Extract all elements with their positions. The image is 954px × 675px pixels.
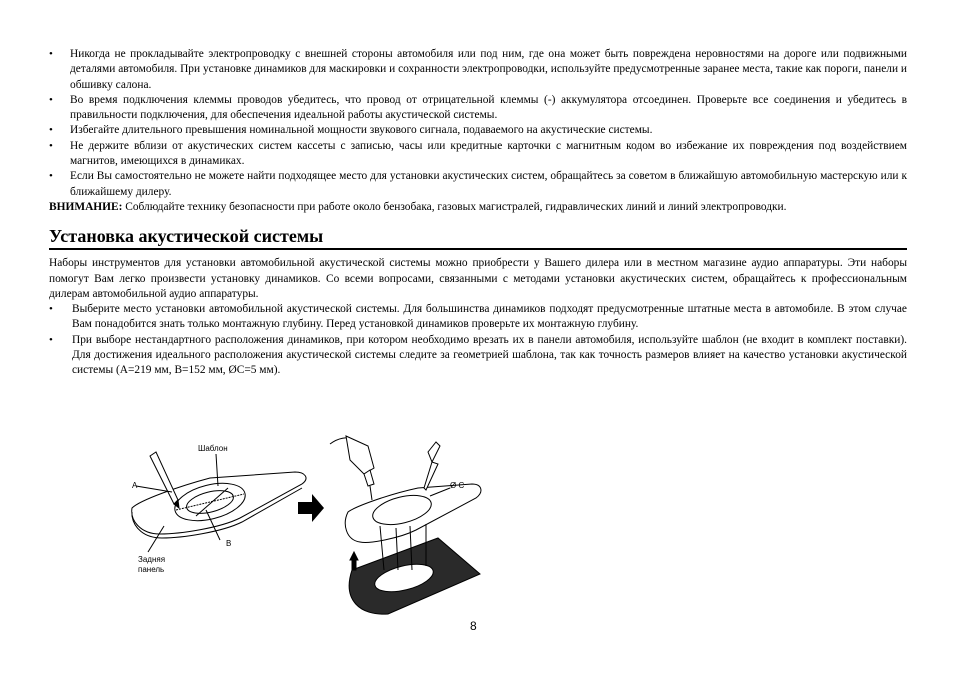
list-item (49, 169, 907, 200)
template-illustration (132, 452, 306, 552)
bullet-text: Не держите вблизи от акустических систем кассеты с записью, часы или кредитные карточки с магнитным кодом во избежание их повреждения под воздействием магнитов, имеющихся в динамиках. (70, 139, 907, 168)
list-item (49, 93, 907, 124)
knife-icon (424, 442, 440, 490)
warning-text: Соблюдайте технику безопасности при работе около бензобака, газовых магистралей, гидравлических линий и линий электропроводки. (122, 200, 787, 213)
list-item (49, 123, 907, 138)
label-a: A (132, 481, 138, 490)
label-c: Ø C (450, 481, 465, 490)
installation-figure (120, 430, 485, 620)
label-panel-line2: панель (138, 565, 165, 574)
label-b: B (226, 539, 232, 548)
section-intro: Наборы инструментов для установки автомобильной акустической системы можно приобрести у Вашего дилера или в местном магазине аудио аппаратуры. Эти наборы помогут Вам легко произвести установку динамиков. Со всеми вопросами, связанными с методами установки акустических систем, обращайтесь к профессиональным дилерам автомобильной аудио аппаратуры. (49, 257, 907, 300)
warning-label: ВНИМАНИЕ: (49, 200, 123, 213)
drilling-illustration (330, 436, 481, 614)
list-item (49, 302, 907, 333)
bullet: • (49, 93, 53, 106)
warning-paragraph (49, 200, 907, 215)
arrow-right-icon (298, 494, 324, 522)
section-title: Установка акустической системы (49, 225, 907, 250)
list-item (49, 333, 907, 379)
bullet: • (49, 333, 53, 346)
bullet-text: Выберите место установки автомобильной акустической системы. Для большинства динамиков подходят предусмотренные штатные места в автомобиле. В этом случае Вам понадобится знать только монтажную глубину. Перед установкой динамиков проверьте их монтажную глубину. (72, 303, 907, 331)
bullet: • (49, 48, 53, 60)
bullet-text: Если Вы самостоятельно не можете найти подходящее место для установки акустических систем, обращайтесь за советом в ближайшую автомобильную мастерскую или к ближайшему дилеру. (70, 170, 907, 198)
bullet: • (49, 303, 53, 316)
drill-icon (330, 436, 374, 500)
bullet-text: Избегайте длительного превышения номинальной мощности звукового сигнала, подаваемого на акустические системы. (70, 124, 653, 137)
label-panel-line1: Задняя (138, 555, 166, 564)
bullet-text: При выборе нестандартного расположения динамиков, при котором необходимо врезать их в панели автомобиля, используйте шаблон (не входит в комплект поставки). Для достижения идеального расположения акустической системы следите за геометрией шаблона, так как точность размеров влияет на качество установки акустической системы (A=219 мм, B=152 мм, ØC=5 мм). (72, 333, 907, 377)
bullet-text: Во время подключения клеммы проводов убедитесь, что провод от отрицательной клеммы (-) аккумулятора отсоединен. Проверьте все соединения и убедитесь в правильности подключения, для обеспечения идеальной работы акустической системы. (70, 93, 907, 122)
bullet-text: Никогда не прокладывайте электропроводку с внешней стороны автомобиля или под ним, где она может быть повреждена неровностями на дороге или подвижными деталями автомобиля. При установке динамиков для маскировки и сохранности электропроводки, используйте предусмотренные заранее места, такие как пороги, панели и обшивку салона. (70, 48, 907, 91)
page-number: 8 (470, 619, 477, 633)
bullet: • (49, 170, 53, 183)
bullet: • (49, 124, 53, 137)
list-item (49, 47, 907, 93)
label-template: Шаблон (198, 444, 228, 453)
bullet: • (49, 139, 53, 152)
list-item (49, 139, 907, 170)
page-content (49, 47, 907, 379)
